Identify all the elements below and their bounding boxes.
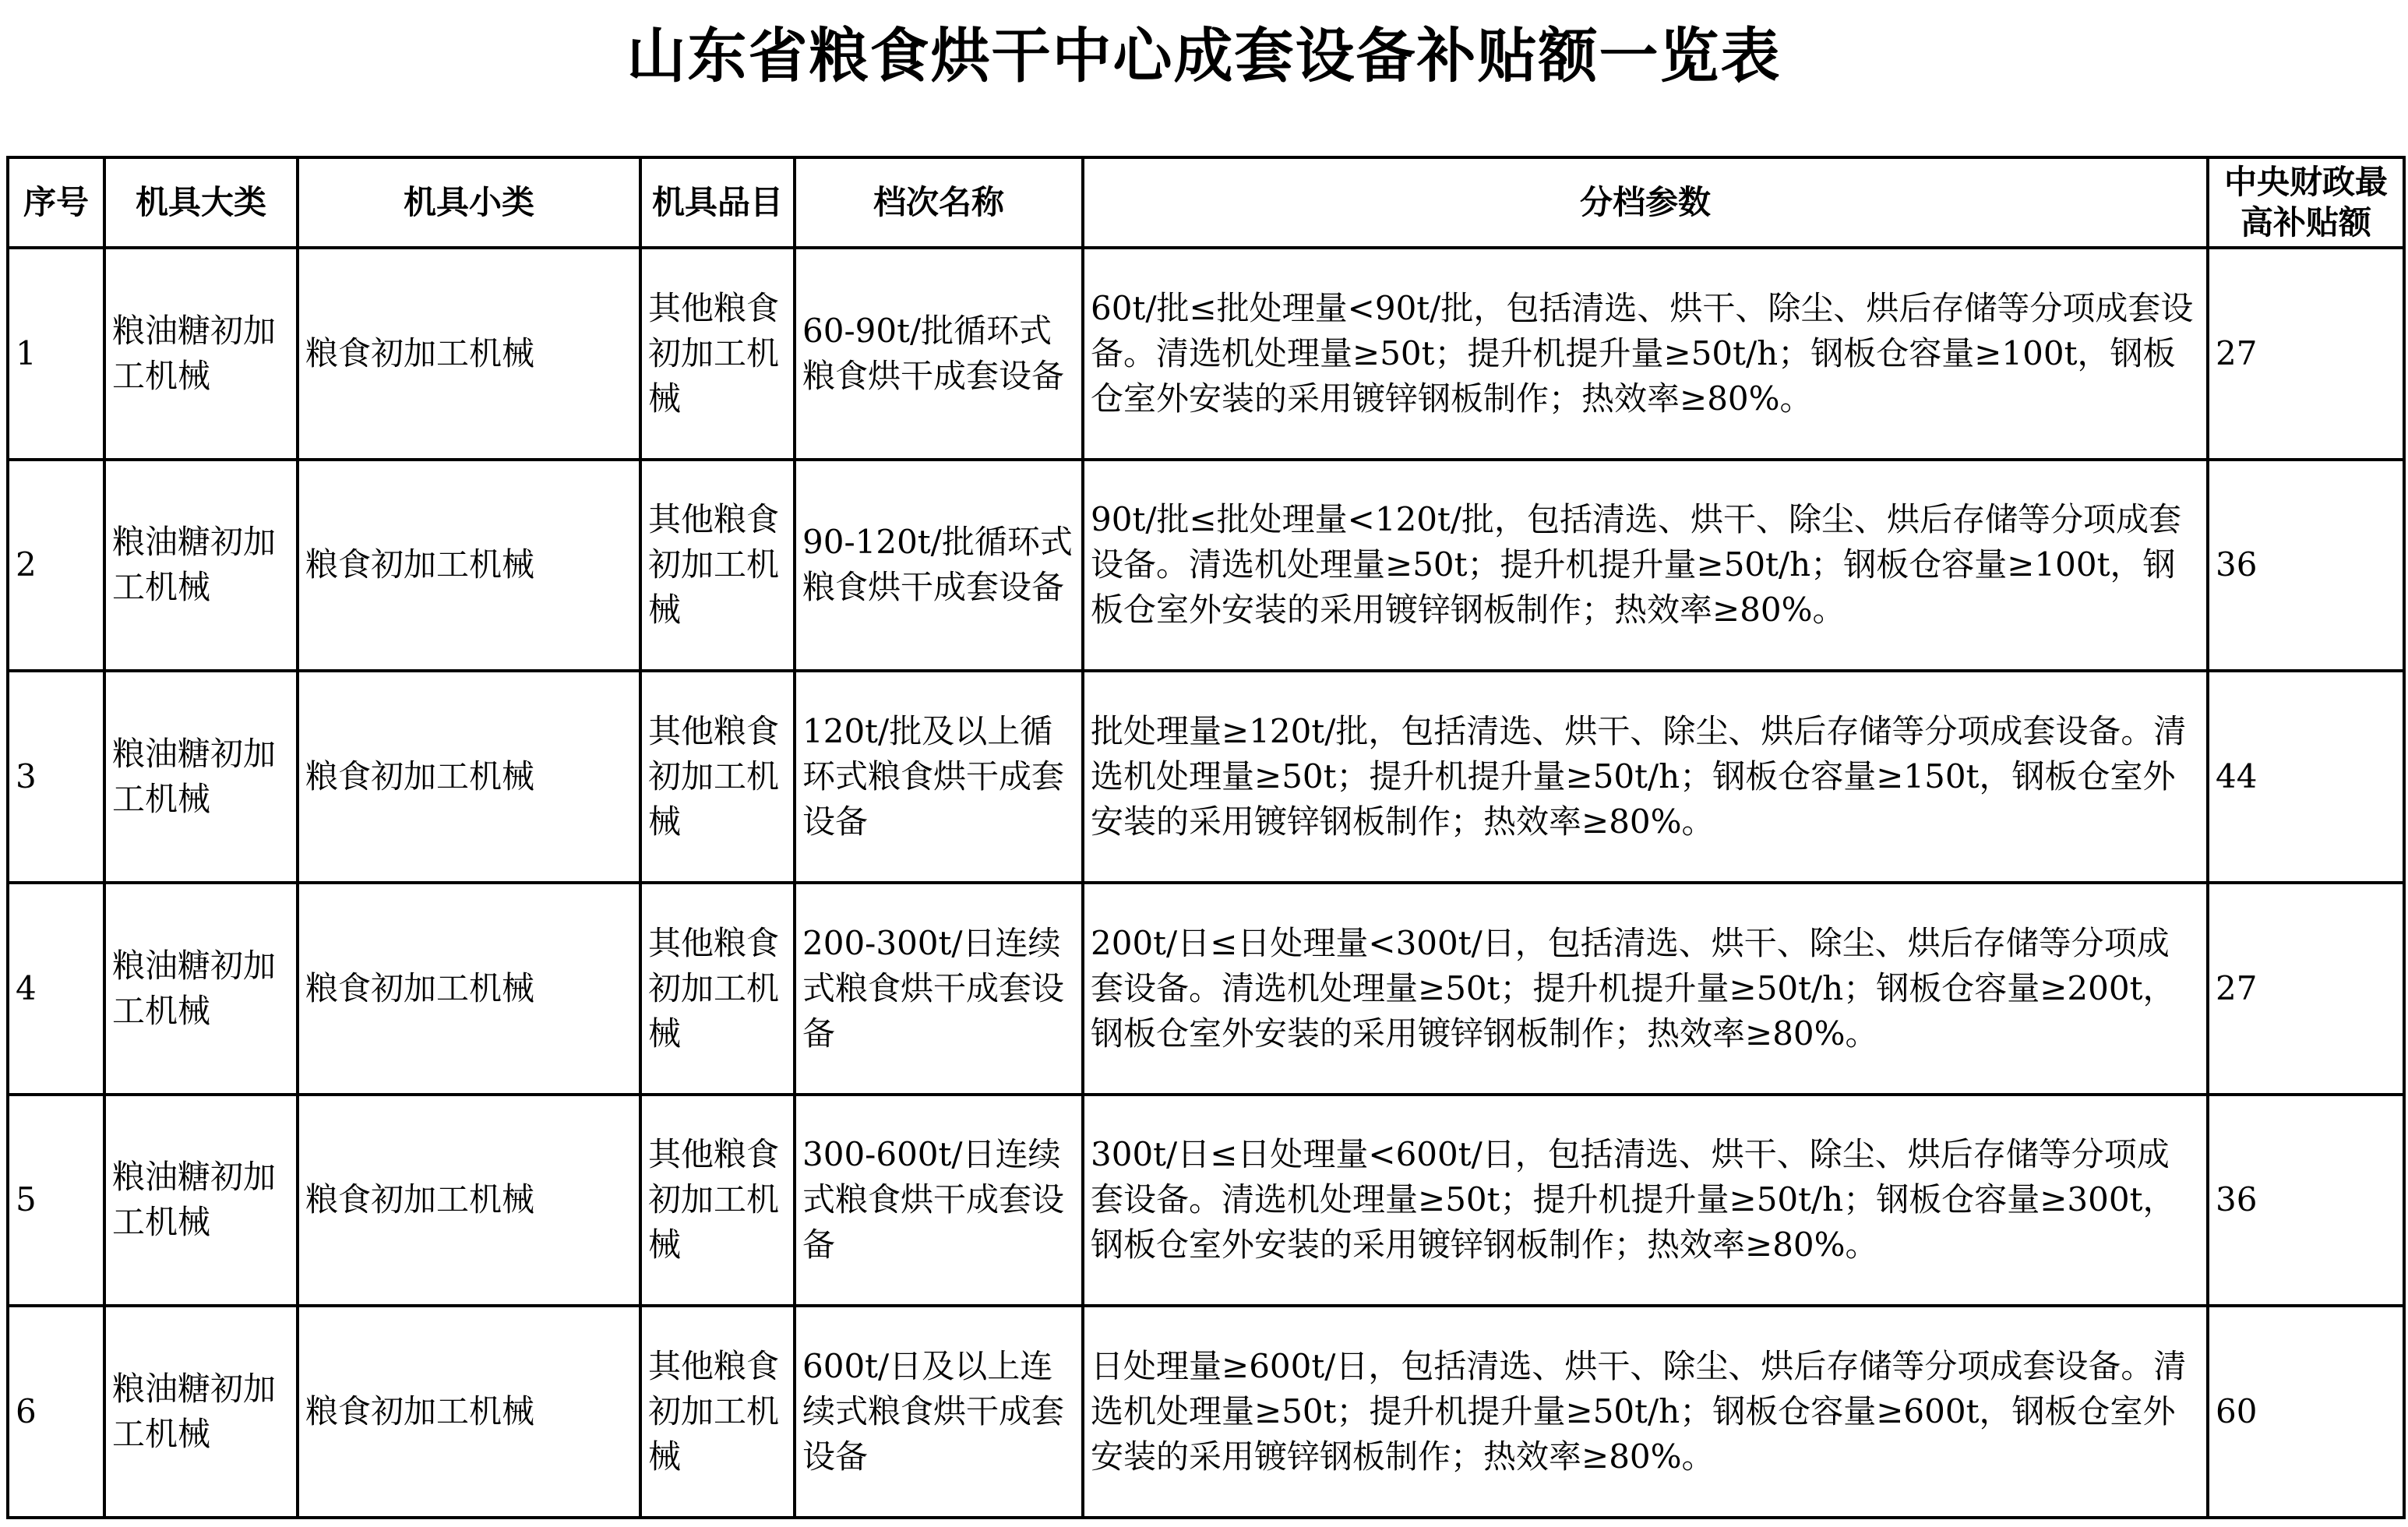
header-params: 分档参数 [1083,157,2208,248]
cell-index: 1 [8,248,104,460]
cell-subcategory: 粮食初加工机械 [298,1095,640,1307]
header-grade: 档次名称 [795,157,1083,248]
cell-subsidy: 36 [2208,460,2404,672]
table-header-row [8,157,2404,248]
cell-grade: 300-600t/日连续式粮食烘干成套设备 [795,1095,1083,1307]
table-row [8,1095,2404,1307]
cell-category: 粮油糖初加工机械 [104,883,298,1095]
table-row [8,1306,2404,1518]
cell-params: 300t/日≤日处理量<600t/日，包括清选、烘干、除尘、烘后存储等分项成套设备。清选机处理量≥50t；提升机提升量≥50t/h；钢板仓容量≥300t，钢板仓室外安装的采用镀锌钢板制作；热效率≥80%。 [1083,1095,2208,1307]
cell-item: 其他粮食初加工机械 [640,460,795,672]
cell-params: 日处理量≥600t/日，包括清选、烘干、除尘、烘后存储等分项成套设备。清选机处理量≥50t；提升机提升量≥50t/h；钢板仓容量≥600t，钢板仓室外安装的采用镀锌钢板制作；热效率≥80%。 [1083,1306,2208,1518]
header-category: 机具大类 [104,157,298,248]
cell-item: 其他粮食初加工机械 [640,671,795,883]
cell-subsidy: 36 [2208,1095,2404,1307]
cell-subcategory: 粮食初加工机械 [298,1306,640,1518]
header-subcategory: 机具小类 [298,157,640,248]
cell-index: 2 [8,460,104,672]
table-row [8,248,2404,460]
cell-item: 其他粮食初加工机械 [640,1095,795,1307]
cell-subsidy: 27 [2208,883,2404,1095]
header-item: 机具品目 [640,157,795,248]
cell-subsidy: 60 [2208,1306,2404,1518]
cell-subcategory: 粮食初加工机械 [298,671,640,883]
cell-index: 4 [8,883,104,1095]
cell-category: 粮油糖初加工机械 [104,460,298,672]
cell-index: 5 [8,1095,104,1307]
cell-subsidy: 27 [2208,248,2404,460]
cell-index: 6 [8,1306,104,1518]
cell-subsidy: 44 [2208,671,2404,883]
table-row [8,883,2404,1095]
cell-subcategory: 粮食初加工机械 [298,248,640,460]
cell-params: 60t/批≤批处理量<90t/批，包括清选、烘干、除尘、烘后存储等分项成套设备。清选机处理量≥50t；提升机提升量≥50t/h；钢板仓容量≥100t，钢板仓室外安装的采用镀锌钢板制作；热效率≥80%。 [1083,248,2208,460]
cell-category: 粮油糖初加工机械 [104,671,298,883]
cell-params: 90t/批≤批处理量<120t/批，包括清选、烘干、除尘、烘后存储等分项成套设备。清选机处理量≥50t；提升机提升量≥50t/h；钢板仓容量≥100t，钢板仓室外安装的采用镀锌钢板制作；热效率≥80%。 [1083,460,2208,672]
cell-grade: 120t/批及以上循环式粮食烘干成套设备 [795,671,1083,883]
cell-item: 其他粮食初加工机械 [640,883,795,1095]
cell-index: 3 [8,671,104,883]
table-row [8,460,2404,672]
cell-grade: 90-120t/批循环式粮食烘干成套设备 [795,460,1083,672]
cell-grade: 200-300t/日连续式粮食烘干成套设备 [795,883,1083,1095]
cell-category: 粮油糖初加工机械 [104,1095,298,1307]
cell-item: 其他粮食初加工机械 [640,248,795,460]
cell-params: 批处理量≥120t/批，包括清选、烘干、除尘、烘后存储等分项成套设备。清选机处理量≥50t；提升机提升量≥50t/h；钢板仓容量≥150t，钢板仓室外安装的采用镀锌钢板制作；热效率≥80%。 [1083,671,2208,883]
page-title: 山东省粮食烘干中心成套设备补贴额一览表 [626,21,1782,90]
cell-subcategory: 粮食初加工机械 [298,883,640,1095]
cell-category: 粮油糖初加工机械 [104,248,298,460]
cell-grade: 60-90t/批循环式粮食烘干成套设备 [795,248,1083,460]
cell-category: 粮油糖初加工机械 [104,1306,298,1518]
cell-grade: 600t/日及以上连续式粮食烘干成套设备 [795,1306,1083,1518]
cell-item: 其他粮食初加工机械 [640,1306,795,1518]
header-subsidy: 中央财政最高补贴额 [2208,157,2404,248]
subsidy-table [6,156,2406,1519]
cell-params: 200t/日≤日处理量<300t/日，包括清选、烘干、除尘、烘后存储等分项成套设备。清选机处理量≥50t；提升机提升量≥50t/h；钢板仓容量≥200t，钢板仓室外安装的采用镀锌钢板制作；热效率≥80%。 [1083,883,2208,1095]
table-row [8,671,2404,883]
cell-subcategory: 粮食初加工机械 [298,460,640,672]
header-index: 序号 [8,157,104,248]
